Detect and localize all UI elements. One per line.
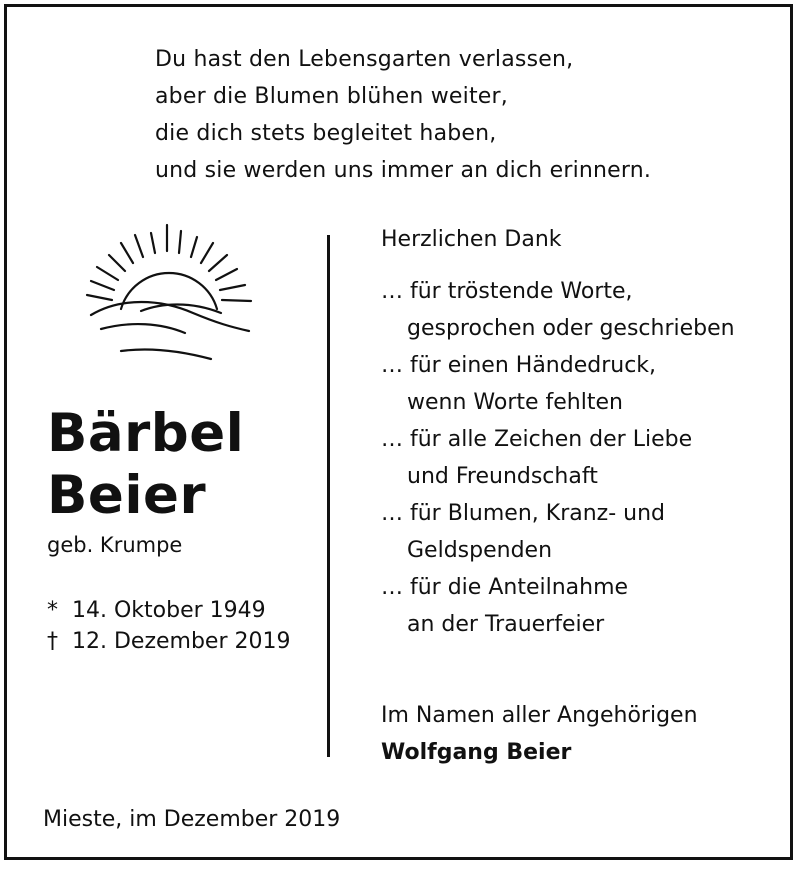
thanks-line: Geldspenden [407, 538, 553, 563]
thanks-line: … für die Anteilnahme [381, 575, 629, 600]
thanks-line: an der Trauerfeier [407, 612, 605, 637]
signature-name: Wolfgang Beier [381, 740, 572, 765]
poem-line: Du hast den Lebensgarten verlassen, [155, 47, 574, 72]
thanks-line: … für alle Zeichen der Liebe [381, 427, 693, 452]
thanks-line: gesprochen oder geschrieben [407, 316, 735, 341]
last-name: Beier [47, 465, 207, 526]
thanks-heading: Herzlichen Dank [381, 227, 562, 252]
birth-symbol: * [47, 598, 58, 623]
death-date: 12. Dezember 2019 [72, 629, 291, 654]
poem [155, 41, 651, 189]
deceased-name [47, 403, 244, 527]
thanks-section [381, 221, 735, 643]
life-dates [47, 595, 291, 657]
poem-line: und sie werden uns immer an dich erinnern. [155, 158, 652, 183]
thanks-line: … für einen Händedruck, [381, 353, 657, 378]
maiden-name: geb. Krumpe [47, 533, 183, 557]
death-symbol: † [47, 629, 58, 654]
thanks-line: und Freundschaft [407, 464, 598, 489]
divider [327, 235, 330, 757]
obituary-frame [4, 4, 793, 860]
place-date: Mieste, im Dezember 2019 [43, 807, 341, 832]
birth-date-row [47, 595, 291, 626]
thanks-line: wenn Worte fehlten [407, 390, 623, 415]
poem-line: aber die Blumen blühen weiter, [155, 84, 508, 109]
death-date-row [47, 626, 291, 657]
sunrise-icon [81, 217, 259, 367]
thanks-line: … für Blumen, Kranz- und [381, 501, 665, 526]
signature-intro: Im Namen aller Angehörigen [381, 703, 698, 728]
thanks-line: … für tröstende Worte, [381, 279, 633, 304]
birth-date: 14. Oktober 1949 [72, 598, 266, 623]
first-name: Bärbel [47, 403, 245, 464]
signature [381, 697, 698, 771]
poem-line: die dich stets begleitet haben, [155, 121, 497, 146]
